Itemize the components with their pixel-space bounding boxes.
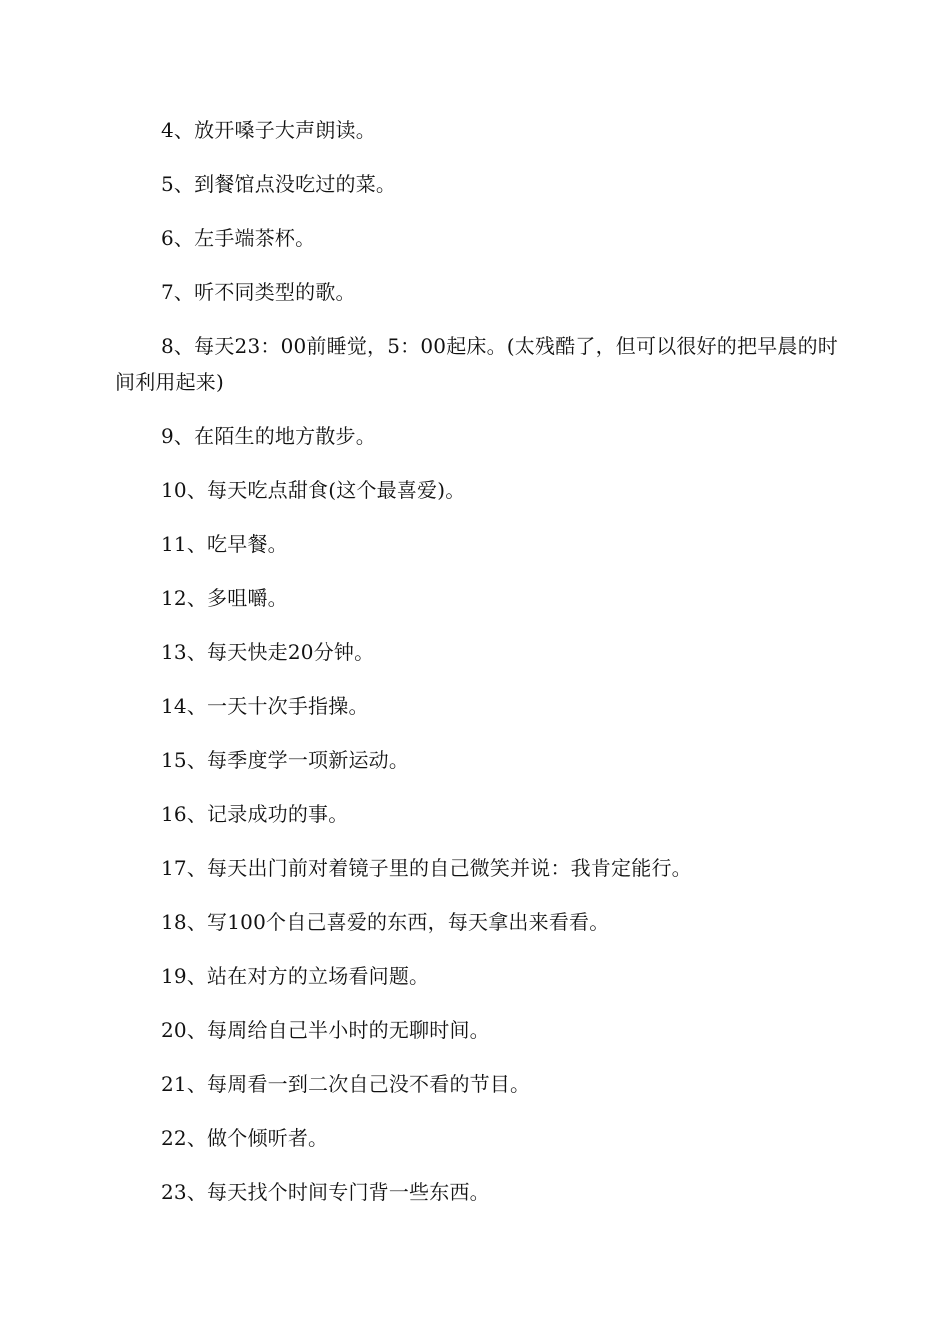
list-item: 10、每天吃点甜食(这个最喜爱)。 — [161, 478, 466, 502]
list-item: 15、每季度学一项新运动。 — [161, 748, 410, 772]
list-item: 7、听不同类型的歌。 — [161, 280, 356, 304]
list-item: 20、每周给自己半小时的无聊时间。 — [161, 1018, 490, 1042]
list-item: 23、每天找个时间专门背一些东西。 — [161, 1180, 490, 1204]
list-item: 5、到餐馆点没吃过的菜。 — [161, 172, 397, 196]
list-item: 6、左手端茶杯。 — [161, 226, 316, 250]
list-item: 19、站在对方的立场看问题。 — [161, 964, 430, 988]
list-item: 18、写100个自己喜爱的东西，每天拿出来看看。 — [161, 910, 610, 934]
list-item: 8、每天23：00前睡觉，5：00起床。(太残酷了，但可以很好的把早晨的时间利用起来) — [115, 334, 838, 394]
document-body — [115, 112, 840, 1228]
list-item: 22、做个倾听者。 — [161, 1126, 329, 1150]
list-item: 11、吃早餐。 — [161, 532, 288, 556]
list-item: 17、每天出门前对着镜子里的自己微笑并说：我肯定能行。 — [161, 856, 692, 880]
list-item: 12、多咀嚼。 — [161, 586, 288, 610]
list-item: 16、记录成功的事。 — [161, 802, 349, 826]
list-item: 4、放开嗓子大声朗读。 — [161, 118, 376, 142]
list-item: 9、在陌生的地方散步。 — [161, 424, 376, 448]
list-item: 14、一天十次手指操。 — [161, 694, 369, 718]
list-item: 21、每周看一到二次自己没不看的节目。 — [161, 1072, 531, 1096]
list-item: 13、每天快走20分钟。 — [161, 640, 375, 664]
